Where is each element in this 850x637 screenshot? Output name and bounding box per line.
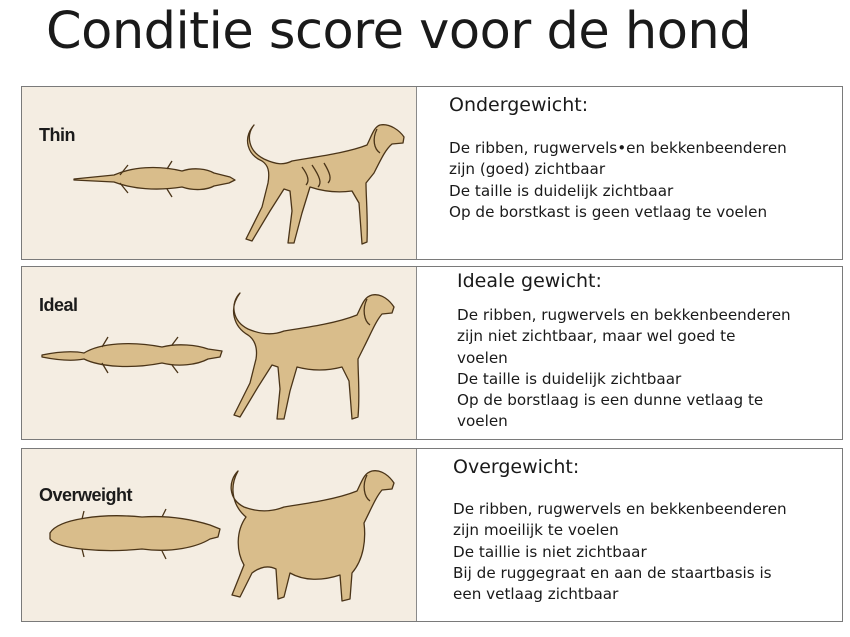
thin-description [449, 93, 836, 223]
section-heading: Ondergewicht: [449, 94, 589, 116]
description-line: Bij de ruggegraat en aan de staartbasis is [453, 563, 772, 582]
description-line: De taille is duidelijk zichtbaar [457, 369, 682, 388]
description-line: zijn (goed) zichtbaar [449, 160, 606, 179]
overweight-dog-illustration [22, 449, 416, 621]
overweight-illustration-panel [22, 449, 417, 621]
ideal-illustration-panel [22, 267, 417, 439]
description-line: Op de borstkast is geen vetlaag te voelen [449, 202, 768, 221]
description-line: De ribben, rugwervels•en bekkenbeenderen [449, 139, 787, 157]
section-thin [21, 86, 843, 260]
section-ideal [21, 266, 843, 440]
section-overweight [21, 448, 843, 622]
section-label: Overweight [39, 485, 133, 505]
thin-illustration-panel [22, 87, 417, 259]
description-line: Op de borstlaag is een dunne vetlaag te [457, 391, 764, 410]
page-title: Conditie score voor de hond [46, 2, 752, 61]
thin-dog-illustration [22, 87, 416, 259]
section-label: Thin [39, 125, 75, 145]
description-line: een vetlaag zichtbaar [453, 585, 619, 604]
description-line: De ribben, rugwervels en bekkenbeenderen [453, 500, 787, 518]
description-line: De taille is duidelijk zichtbaar [449, 181, 674, 200]
description-line: voelen [457, 412, 508, 431]
description-line: De taillie is niet zichtbaar [453, 542, 647, 561]
ideal-dog-illustration [22, 267, 416, 439]
ideal-description [449, 269, 836, 433]
description-line: zijn moeilijk te voelen [453, 521, 619, 540]
section-label: Ideal [39, 295, 78, 315]
description-line: De ribben, rugwervels en bekkenbeenderen [457, 306, 791, 324]
overweight-description [449, 455, 836, 605]
section-heading: Overgewicht: [453, 456, 580, 478]
description-line: zijn niet zichtbaar, maar wel goed te [457, 327, 736, 346]
section-heading: Ideale gewicht: [457, 270, 602, 292]
description-line: voelen [457, 348, 508, 367]
